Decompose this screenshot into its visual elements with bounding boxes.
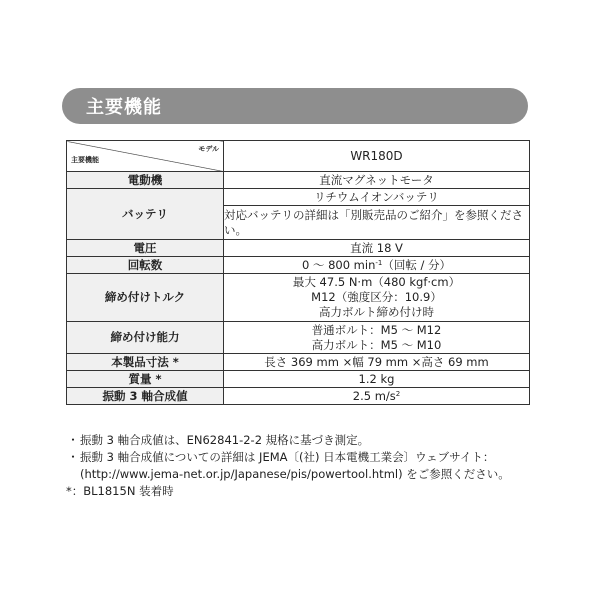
footnote [66, 483, 536, 500]
row-value [224, 388, 530, 405]
row-value: リチウムイオンバッテリ [224, 189, 530, 206]
table-row [67, 371, 530, 388]
header-function-label: 主要機能 [71, 156, 99, 164]
note-text: 振動 3 軸合成値は、EN62841-2-2 規格に基づき測定。 [80, 433, 370, 447]
torque-line: 高力ボルト締め付け時 [319, 305, 434, 319]
vibration-value: 2.5 m/s [352, 388, 396, 403]
row-value [224, 322, 530, 354]
row-key: 電動機 [67, 172, 224, 189]
vibration-unit-exponent: 2 [395, 389, 401, 398]
torque-line: M12（強度区分：10.9） [311, 290, 442, 304]
row-key: 振動 3 軸合成値 [67, 388, 224, 405]
row-key: 本製品寸法 * [67, 354, 224, 371]
note-item [66, 449, 536, 483]
notes [66, 432, 536, 500]
row-value: 直流マグネットモータ [224, 172, 530, 189]
table-row [67, 274, 530, 322]
footnote-text: *：BL1815N 装着時 [66, 484, 174, 498]
table-row [67, 172, 530, 189]
section-header [62, 88, 528, 124]
row-value: 長さ 369 mm ×幅 79 mm ×高さ 69 mm [224, 354, 530, 371]
spec-table [66, 140, 530, 405]
row-value: 対応バッテリの詳細は「別販売品のご紹介」を参照ください。 [224, 206, 530, 240]
capacity-line: 普通ボルト：M5 ～ M12 [311, 322, 442, 337]
table-row [67, 257, 530, 274]
row-key: 締め付けトルク [67, 274, 224, 322]
model-name: WR180D [224, 141, 530, 172]
row-value [224, 274, 530, 322]
capacity-line: 高力ボルト：M5 ～ M10 [311, 337, 442, 352]
table-row [67, 189, 530, 206]
bullet: ・ [67, 450, 79, 464]
torque-line: 最大 47.5 N·m（480 kgf·cm） [292, 275, 461, 289]
row-key: 質量 * [67, 371, 224, 388]
table-row [67, 354, 530, 371]
row-key: バッテリ [67, 189, 224, 240]
bullet: ・ [67, 433, 79, 447]
note-item [66, 432, 536, 449]
row-value: 1.2 kg [224, 371, 530, 388]
row-value [224, 257, 530, 274]
note-text: 振動 3 軸合成値についての詳細は JEMA〔(社) 日本電機工業会〕ウェブサイト：(http://www.jema-net.or.jp/Japanese/pis/powertool.html) をご参照ください。 [80, 450, 510, 481]
rotation-unit-note: （回転 / 分） [382, 257, 452, 272]
table-row [67, 388, 530, 405]
row-key: 電圧 [67, 240, 224, 257]
rotation-value: 0 ～ 800 min [301, 257, 376, 272]
rotation-unit-exponent: -1 [375, 258, 383, 267]
header-model-label: モデル [198, 145, 219, 153]
header-diagonal-cell [67, 141, 224, 172]
row-key: 回転数 [67, 257, 224, 274]
section-title: 主要機能 [86, 97, 162, 118]
table-row [67, 322, 530, 354]
row-value: 直流 18 V [224, 240, 530, 257]
table-header-row [67, 141, 530, 172]
row-key: 締め付け能力 [67, 322, 224, 354]
table-row [67, 240, 530, 257]
